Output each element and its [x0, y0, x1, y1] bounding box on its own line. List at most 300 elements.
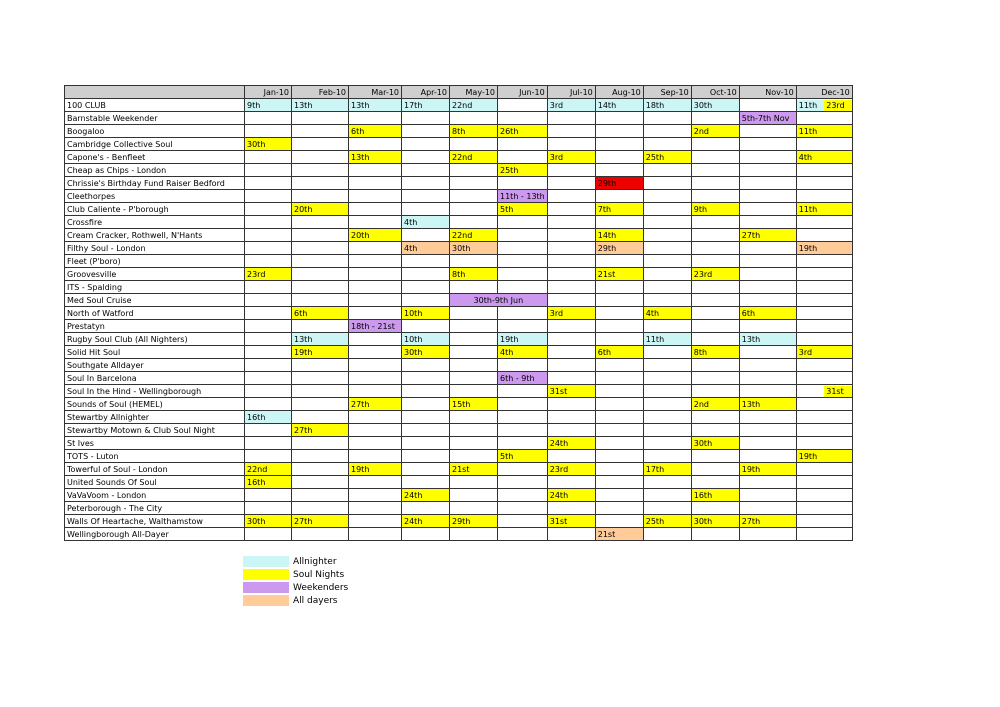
empty-cell	[595, 255, 643, 268]
date-cell: 4th	[643, 307, 691, 320]
empty-cell	[292, 112, 349, 125]
month-header: Feb-10	[292, 86, 349, 99]
empty-cell	[292, 476, 349, 489]
table-row	[65, 528, 853, 541]
empty-cell	[691, 294, 739, 307]
table-row	[65, 320, 853, 333]
empty-cell	[292, 138, 349, 151]
empty-cell	[245, 437, 292, 450]
date-cell: 3rd	[796, 346, 852, 359]
empty-cell	[292, 255, 349, 268]
date-cell: 9th	[691, 203, 739, 216]
empty-cell	[450, 450, 498, 463]
empty-cell	[450, 346, 498, 359]
empty-cell	[498, 281, 548, 294]
empty-cell	[245, 216, 292, 229]
empty-cell	[349, 203, 402, 216]
empty-cell	[349, 190, 402, 203]
empty-cell	[245, 190, 292, 203]
date-cell: 19th	[292, 346, 349, 359]
date-cell: 29th	[450, 515, 498, 528]
table-row	[65, 216, 853, 229]
empty-cell	[796, 307, 852, 320]
month-header: Jan-10	[245, 86, 292, 99]
empty-cell	[402, 125, 450, 138]
empty-cell	[643, 164, 691, 177]
event-name: Stewartby Allnighter	[65, 411, 245, 424]
empty-cell	[796, 268, 852, 281]
date-cell: 24th	[402, 489, 450, 502]
empty-cell	[547, 242, 595, 255]
empty-cell	[595, 190, 643, 203]
table-row	[65, 359, 853, 372]
date-cell	[796, 99, 852, 112]
table-row	[65, 177, 853, 190]
empty-cell	[547, 203, 595, 216]
empty-cell	[349, 476, 402, 489]
legend-item	[243, 555, 348, 568]
empty-cell	[402, 281, 450, 294]
table-row	[65, 281, 853, 294]
empty-cell	[245, 281, 292, 294]
empty-cell	[292, 164, 349, 177]
table-row	[65, 190, 853, 203]
empty-cell	[691, 528, 739, 541]
empty-cell	[796, 476, 852, 489]
legend-swatch	[243, 582, 289, 593]
date-cell: 5th	[498, 203, 548, 216]
empty-cell	[450, 372, 498, 385]
legend-item	[243, 568, 348, 581]
event-name: Solid Hit Soul	[65, 346, 245, 359]
empty-cell	[691, 112, 739, 125]
date-cell	[796, 385, 852, 398]
empty-cell	[292, 528, 349, 541]
month-header-row	[65, 86, 853, 99]
empty-cell	[498, 489, 548, 502]
empty-cell	[402, 112, 450, 125]
empty-cell	[595, 151, 643, 164]
empty-cell	[402, 450, 450, 463]
date-value: 23rd	[824, 100, 852, 111]
empty-cell	[643, 424, 691, 437]
empty-cell	[739, 320, 796, 333]
empty-cell	[450, 528, 498, 541]
event-name: Filthy Soul - London	[65, 242, 245, 255]
empty-cell	[595, 476, 643, 489]
table-row	[65, 437, 853, 450]
empty-cell	[292, 398, 349, 411]
date-cell: 30th-9th Jun	[450, 294, 548, 307]
empty-cell	[643, 177, 691, 190]
date-cell: 10th	[402, 307, 450, 320]
event-name: 100 CLUB	[65, 99, 245, 112]
empty-cell	[245, 385, 292, 398]
empty-cell	[292, 359, 349, 372]
empty-cell	[643, 190, 691, 203]
empty-cell	[245, 294, 292, 307]
empty-cell	[595, 385, 643, 398]
empty-cell	[691, 281, 739, 294]
empty-cell	[739, 489, 796, 502]
empty-cell	[450, 164, 498, 177]
empty-cell	[349, 346, 402, 359]
date-value: 11th	[797, 100, 825, 111]
legend	[243, 555, 348, 607]
empty-cell	[739, 99, 796, 112]
date-cell: 30th	[402, 346, 450, 359]
date-cell: 24th	[402, 515, 450, 528]
empty-cell	[796, 333, 852, 346]
empty-cell	[292, 216, 349, 229]
table-row	[65, 424, 853, 437]
empty-cell	[498, 268, 548, 281]
date-cell: 17th	[402, 99, 450, 112]
date-cell: 17th	[643, 463, 691, 476]
date-cell: 8th	[691, 346, 739, 359]
empty-cell	[796, 528, 852, 541]
empty-cell	[402, 463, 450, 476]
empty-cell	[796, 372, 852, 385]
empty-cell	[245, 164, 292, 177]
empty-cell	[245, 242, 292, 255]
event-name: Chrissie's Birthday Fund Raiser Bedford	[65, 177, 245, 190]
event-name: Cleethorpes	[65, 190, 245, 203]
empty-cell	[739, 385, 796, 398]
empty-cell	[498, 216, 548, 229]
date-cell: 25th	[643, 151, 691, 164]
empty-cell	[547, 450, 595, 463]
empty-cell	[450, 320, 498, 333]
empty-cell	[498, 385, 548, 398]
empty-cell	[292, 177, 349, 190]
empty-cell	[349, 489, 402, 502]
empty-cell	[739, 255, 796, 268]
legend-label: All dayers	[293, 595, 338, 606]
event-name: Barnstable Weekender	[65, 112, 245, 125]
event-name: Sounds of Soul (HEMEL)	[65, 398, 245, 411]
empty-cell	[245, 320, 292, 333]
empty-cell	[498, 229, 548, 242]
empty-cell	[450, 255, 498, 268]
date-cell: 24th	[547, 437, 595, 450]
date-cell: 22nd	[450, 151, 498, 164]
empty-cell	[547, 190, 595, 203]
empty-cell	[292, 281, 349, 294]
empty-cell	[349, 294, 402, 307]
event-name: Cambridge Collective Soul	[65, 138, 245, 151]
empty-cell	[595, 489, 643, 502]
empty-cell	[349, 268, 402, 281]
empty-cell	[450, 307, 498, 320]
empty-cell	[450, 281, 498, 294]
empty-cell	[402, 190, 450, 203]
empty-cell	[450, 216, 498, 229]
date-cell: 6th - 9th	[498, 372, 548, 385]
empty-cell	[643, 138, 691, 151]
date-cell: 16th	[691, 489, 739, 502]
event-name: Southgate Alldayer	[65, 359, 245, 372]
empty-cell	[547, 125, 595, 138]
empty-cell	[245, 359, 292, 372]
empty-cell	[691, 229, 739, 242]
empty-cell	[292, 268, 349, 281]
date-cell: 11th	[643, 333, 691, 346]
empty-cell	[349, 216, 402, 229]
table-row	[65, 385, 853, 398]
empty-cell	[547, 255, 595, 268]
table-row	[65, 229, 853, 242]
empty-cell	[349, 112, 402, 125]
empty-cell	[349, 177, 402, 190]
empty-cell	[349, 528, 402, 541]
event-name: St Ives	[65, 437, 245, 450]
date-cell: 16th	[245, 476, 292, 489]
month-header: May-10	[450, 86, 498, 99]
date-cell: 23rd	[245, 268, 292, 281]
date-cell: 8th	[450, 268, 498, 281]
empty-cell	[643, 411, 691, 424]
empty-cell	[643, 216, 691, 229]
empty-cell	[402, 502, 450, 515]
empty-cell	[245, 372, 292, 385]
empty-cell	[643, 528, 691, 541]
empty-cell	[498, 515, 548, 528]
event-name: ITS - Spalding	[65, 281, 245, 294]
empty-cell	[595, 138, 643, 151]
empty-cell	[402, 229, 450, 242]
empty-cell	[349, 281, 402, 294]
empty-cell	[796, 229, 852, 242]
date-cell: 3rd	[547, 151, 595, 164]
empty-cell	[643, 359, 691, 372]
empty-cell	[292, 385, 349, 398]
empty-cell	[739, 476, 796, 489]
empty-cell	[691, 177, 739, 190]
empty-cell	[796, 320, 852, 333]
empty-cell	[643, 112, 691, 125]
empty-cell	[643, 242, 691, 255]
empty-cell	[245, 203, 292, 216]
empty-cell	[796, 138, 852, 151]
empty-cell	[739, 294, 796, 307]
table-row	[65, 151, 853, 164]
empty-cell	[498, 151, 548, 164]
empty-cell	[402, 437, 450, 450]
empty-cell	[547, 502, 595, 515]
calendar-body	[65, 99, 853, 541]
empty-cell	[739, 424, 796, 437]
date-cell: 31st	[547, 515, 595, 528]
date-cell: 23rd	[691, 268, 739, 281]
empty-cell	[245, 424, 292, 437]
empty-cell	[796, 489, 852, 502]
empty-cell	[245, 112, 292, 125]
date-cell: 19th	[498, 333, 548, 346]
table-row	[65, 112, 853, 125]
empty-cell	[349, 411, 402, 424]
empty-cell	[691, 372, 739, 385]
date-cell: 5th-7th Nov	[739, 112, 796, 125]
empty-cell	[595, 424, 643, 437]
month-header: Aug-10	[595, 86, 643, 99]
empty-cell	[402, 528, 450, 541]
table-row	[65, 450, 853, 463]
table-row	[65, 476, 853, 489]
date-cell: 13th	[292, 99, 349, 112]
empty-cell	[292, 411, 349, 424]
date-cell: 21st	[450, 463, 498, 476]
empty-cell	[595, 359, 643, 372]
empty-cell	[739, 411, 796, 424]
empty-cell	[450, 138, 498, 151]
empty-cell	[349, 359, 402, 372]
date-cell: 13th	[739, 333, 796, 346]
empty-cell	[691, 320, 739, 333]
empty-cell	[245, 177, 292, 190]
empty-cell	[691, 424, 739, 437]
empty-cell	[547, 216, 595, 229]
event-name: Capone's - Benfleet	[65, 151, 245, 164]
empty-cell	[796, 515, 852, 528]
table-row	[65, 346, 853, 359]
empty-cell	[498, 437, 548, 450]
empty-cell	[796, 463, 852, 476]
empty-cell	[547, 346, 595, 359]
event-name: Groovesville	[65, 268, 245, 281]
empty-cell	[739, 346, 796, 359]
empty-cell	[739, 502, 796, 515]
empty-cell	[450, 502, 498, 515]
empty-cell	[547, 177, 595, 190]
empty-cell	[349, 164, 402, 177]
empty-cell	[595, 112, 643, 125]
empty-cell	[796, 398, 852, 411]
empty-cell	[245, 333, 292, 346]
empty-cell	[691, 164, 739, 177]
date-cell: 15th	[450, 398, 498, 411]
date-cell: 16th	[245, 411, 292, 424]
empty-cell	[796, 255, 852, 268]
empty-cell	[739, 528, 796, 541]
date-cell: 4th	[402, 242, 450, 255]
empty-cell	[498, 307, 548, 320]
empty-cell	[595, 320, 643, 333]
legend-label: Weekenders	[293, 582, 349, 593]
empty-cell	[595, 307, 643, 320]
date-cell: 6th	[595, 346, 643, 359]
date-cell: 2nd	[691, 125, 739, 138]
empty-cell	[292, 320, 349, 333]
empty-cell	[402, 359, 450, 372]
table-row	[65, 411, 853, 424]
date-cell: 19th	[739, 463, 796, 476]
empty-cell	[450, 359, 498, 372]
empty-cell	[595, 502, 643, 515]
empty-cell	[739, 437, 796, 450]
empty-cell	[402, 164, 450, 177]
empty-cell	[595, 294, 643, 307]
date-cell: 30th	[691, 515, 739, 528]
empty-cell	[691, 359, 739, 372]
empty-cell	[547, 320, 595, 333]
table-row	[65, 463, 853, 476]
event-name: Stewartby Motown & Club Soul Night	[65, 424, 245, 437]
empty-cell	[643, 281, 691, 294]
empty-cell	[643, 450, 691, 463]
empty-cell	[595, 437, 643, 450]
empty-cell	[450, 333, 498, 346]
empty-cell	[796, 294, 852, 307]
table-row	[65, 203, 853, 216]
date-cell: 4th	[498, 346, 548, 359]
date-cell: 7th	[595, 203, 643, 216]
empty-cell	[739, 372, 796, 385]
event-name: North of Watford	[65, 307, 245, 320]
legend-label: Soul Nights	[293, 569, 345, 580]
empty-cell	[691, 476, 739, 489]
date-cell: 4th	[402, 216, 450, 229]
event-name: Soul In the Hind - Wellingborough	[65, 385, 245, 398]
empty-cell	[691, 190, 739, 203]
empty-cell	[547, 476, 595, 489]
empty-cell	[450, 112, 498, 125]
empty-cell	[739, 190, 796, 203]
date-cell: 27th	[739, 229, 796, 242]
empty-cell	[739, 125, 796, 138]
empty-cell	[643, 255, 691, 268]
table-row	[65, 502, 853, 515]
empty-cell	[292, 151, 349, 164]
empty-cell	[691, 463, 739, 476]
empty-cell	[547, 424, 595, 437]
empty-cell	[691, 385, 739, 398]
date-cell: 6th	[292, 307, 349, 320]
empty-cell	[595, 333, 643, 346]
events-calendar-table	[64, 85, 853, 541]
empty-cell	[739, 203, 796, 216]
legend-item	[243, 594, 348, 607]
empty-cell	[349, 255, 402, 268]
date-cell: 22nd	[245, 463, 292, 476]
empty-cell	[402, 255, 450, 268]
month-header: Nov-10	[739, 86, 796, 99]
empty-cell	[292, 437, 349, 450]
date-cell: 18th	[643, 99, 691, 112]
empty-cell	[245, 125, 292, 138]
date-cell: 10th	[402, 333, 450, 346]
month-header: Mar-10	[349, 86, 402, 99]
empty-cell	[292, 190, 349, 203]
date-cell: 19th	[796, 242, 852, 255]
date-cell: 26th	[498, 125, 548, 138]
date-cell: 13th	[292, 333, 349, 346]
date-cell: 9th	[245, 99, 292, 112]
empty-cell	[292, 489, 349, 502]
empty-cell	[691, 450, 739, 463]
date-cell: 20th	[349, 229, 402, 242]
date-cell: 6th	[739, 307, 796, 320]
empty-cell	[595, 372, 643, 385]
empty-cell	[643, 346, 691, 359]
event-name: Rugby Soul Club (All Nighters)	[65, 333, 245, 346]
date-cell: 24th	[547, 489, 595, 502]
table-row	[65, 307, 853, 320]
empty-cell	[595, 281, 643, 294]
empty-cell	[292, 242, 349, 255]
empty-cell	[349, 138, 402, 151]
empty-cell	[739, 268, 796, 281]
